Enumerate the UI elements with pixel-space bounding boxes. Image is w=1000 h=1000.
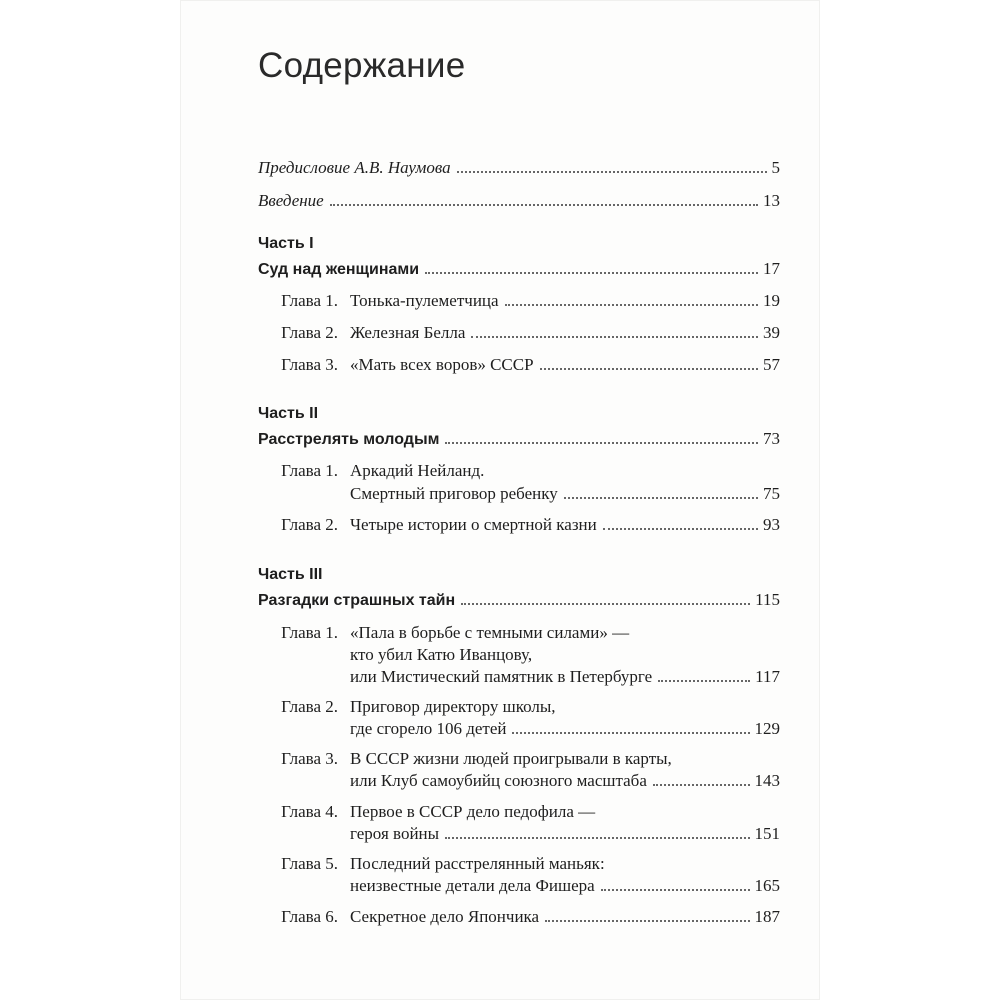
leader-dots: [461, 602, 750, 605]
chapter-title: героя войны: [350, 824, 440, 843]
toc-page-number: 73: [763, 429, 780, 448]
leader-dots: [545, 919, 749, 922]
part-label: Часть I: [258, 235, 314, 252]
toc-entry-part2[interactable]: [258, 429, 780, 450]
part-label: Часть III: [258, 566, 323, 583]
chapter-label: Глава 2.: [281, 515, 338, 534]
leader-dots: [445, 441, 758, 444]
toc-entry-chapter[interactable]: [350, 484, 780, 504]
toc-page-number: 129: [754, 719, 780, 738]
toc-page-number: 17: [763, 259, 780, 278]
chapter-title-line: Приговор директору школы,: [350, 697, 556, 716]
leader-dots: [653, 783, 750, 786]
leader-dots: [603, 527, 758, 530]
toc-entry-part3[interactable]: [258, 590, 780, 611]
page-title: Содержание: [258, 46, 466, 85]
toc-page-number: 19: [763, 291, 780, 310]
part-title: Расстрелять молодым: [258, 431, 440, 448]
chapter-label: Глава 2.: [281, 697, 338, 716]
leader-dots: [425, 271, 758, 274]
toc-entry-intro[interactable]: [258, 191, 780, 211]
chapter-title: неизвестные детали дела Фишера: [350, 876, 595, 895]
toc-entry-chapter[interactable]: [350, 719, 780, 739]
toc-entry-part1[interactable]: [258, 259, 780, 280]
toc-entry-chapter[interactable]: [350, 771, 780, 791]
toc-page-number: 115: [755, 590, 780, 609]
toc-page-number: 57: [763, 355, 780, 374]
toc-entry-chapter[interactable]: [350, 291, 780, 311]
chapter-label: Глава 1.: [281, 291, 338, 310]
toc-entry-chapter[interactable]: [350, 515, 780, 535]
chapter-title: «Мать всех воров» СССР: [350, 355, 534, 374]
leader-dots: [658, 679, 750, 682]
toc-entry-text: Предисловие А.В. Наумова: [258, 158, 451, 177]
part-title: Суд над женщинами: [258, 261, 420, 278]
chapter-title-line: Последний расстрелянный маньяк:: [350, 854, 605, 873]
chapter-label: Глава 1.: [281, 461, 338, 480]
chapter-label: Глава 5.: [281, 854, 338, 873]
toc-entry-chapter[interactable]: [350, 323, 780, 343]
leader-dots: [445, 836, 749, 839]
leader-dots: [540, 367, 758, 370]
chapter-title: или Клуб самоубийц союзного масштаба: [350, 771, 647, 790]
chapter-title: Тонька-пулеметчица: [350, 291, 499, 310]
leader-dots: [330, 203, 758, 206]
chapter-title-line: кто убил Катю Иванцову,: [350, 645, 533, 664]
chapter-label: Глава 6.: [281, 907, 338, 926]
toc-page-number: 187: [754, 907, 780, 926]
toc-entry-chapter[interactable]: [350, 876, 780, 896]
toc-entry-chapter[interactable]: [350, 824, 780, 844]
chapter-title-line: В СССР жизни людей проигрывали в карты,: [350, 749, 672, 768]
chapter-title-line: Первое в СССР дело педофила —: [350, 802, 596, 821]
toc-page-number: 75: [763, 484, 780, 503]
toc-page-number: 151: [754, 824, 780, 843]
toc-entry-chapter[interactable]: [350, 355, 780, 375]
toc-page-number: 5: [771, 158, 780, 177]
toc-entry-chapter[interactable]: [350, 667, 780, 687]
leader-dots: [564, 496, 758, 499]
chapter-label: Глава 3.: [281, 355, 338, 374]
part-label: Часть II: [258, 405, 319, 422]
toc-page-number: 13: [763, 191, 780, 210]
leader-dots: [512, 731, 749, 734]
chapter-title: Четыре истории о смертной казни: [350, 515, 597, 534]
leader-dots: [505, 303, 758, 306]
toc-page-number: 143: [754, 771, 780, 790]
chapter-title: Секретное дело Япончика: [350, 907, 540, 926]
chapter-title: где сгорело 106 детей: [350, 719, 507, 738]
toc-entry-preface[interactable]: [258, 158, 780, 178]
toc-page-number: 39: [763, 323, 780, 342]
toc-page-number: 93: [763, 515, 780, 534]
leader-dots: [601, 888, 750, 891]
chapter-title: или Мистический памятник в Петербурге: [350, 667, 653, 686]
part-title: Разгадки страшных тайн: [258, 592, 456, 609]
chapter-title: Железная Белла: [350, 323, 466, 342]
chapter-label: Глава 4.: [281, 802, 338, 821]
leader-dots: [471, 335, 758, 338]
chapter-title-line: Аркадий Нейланд.: [350, 461, 485, 480]
toc-entry-chapter[interactable]: [350, 907, 780, 927]
chapter-title: Смертный приговор ребенку: [350, 484, 558, 503]
toc-page-number: 117: [755, 667, 780, 686]
chapter-label: Глава 3.: [281, 749, 338, 768]
toc-page-number: 165: [754, 876, 780, 895]
toc-entry-text: Введение: [258, 191, 324, 210]
chapter-label: Глава 1.: [281, 623, 338, 642]
chapter-label: Глава 2.: [281, 323, 338, 342]
chapter-title-line: «Пала в борьбе с темными силами» —: [350, 623, 630, 642]
leader-dots: [457, 170, 767, 173]
